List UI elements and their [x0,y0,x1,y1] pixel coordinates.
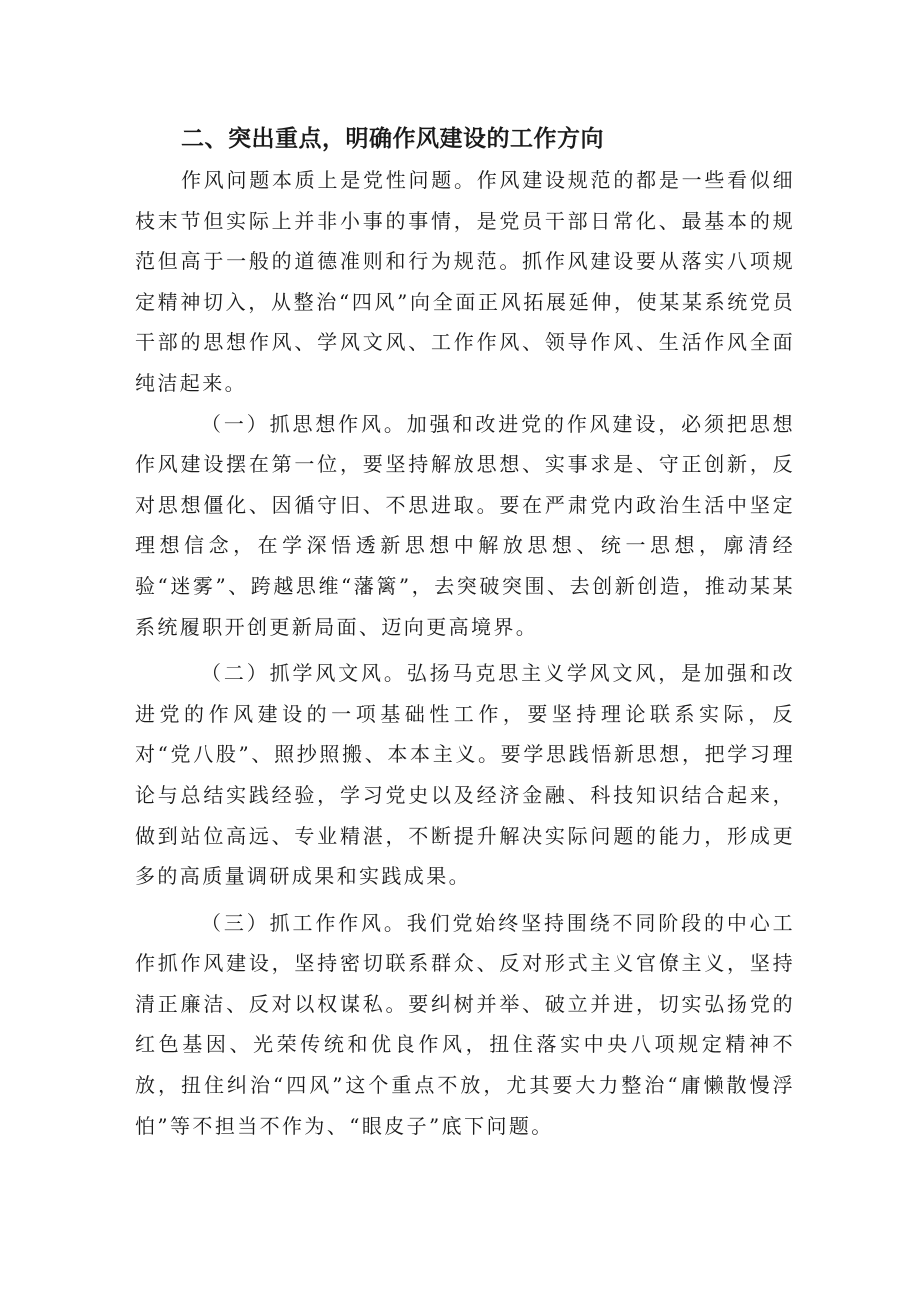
section-heading: 二、突出重点，明确作风建设的工作方向 [181,126,604,152]
study-style-paragraph: （二）抓学风文风。弘扬马克思主义学风文风，是加强和改进党的作风建设的一项基础性工作，要坚持理论联系实际，反对“党八股”、照抄照搬、本本主义。要学思践悟新思想，把学习理论与总结实践经验，学习党史以及经济金融、科技知识结合起来，做到站位高远、专业精湛，不断提升解决实际问题的能力，形成更多的高质量调研成果和实践成果。 [135,661,795,889]
intro-paragraph: 作风问题本质上是党性问题。作风建设规范的都是一些看似细枝末节但实际上并非小事的事情，是党员干部日常化、最基本的规范但高于一般的道德准则和行为规范。抓作风建设要从落实八项规定精神切入，从整治“四风”向全面正风拓展延伸，使某某系统党员干部的思想作风、学风文风、工作作风、领导作风、生活作风全面纯洁起来。 [135,168,795,395]
thought-style-paragraph: （一）抓思想作风。加强和改进党的作风建设，必须把思想作风建设摆在第一位，要坚持解放思想、实事求是、守正创新，反对思想僵化、因循守旧、不思进取。要在严肃党内政治生活中坚定理想信念，在学深悟透新思想中解放思想、统一思想，廓清经验“迷雾”、跨越思维“藩篱”，去突破突围、去创新创造，推动某某系统履职开创更新局面、迈向更高境界。 [135,411,795,639]
document-body [135,118,795,1146]
work-style-paragraph: （三）抓工作作风。我们党始终坚持围绕不同阶段的中心工作抓作风建设，坚持密切联系群众、反对形式主义官僚主义，坚持清正廉洁、反对以权谋私。要纠树并举、破立并进，切实弘扬党的红色基因、光荣传统和优良作风，扭住落实中央八项规定精神不放，扭住纠治“四风”这个重点不放，尤其要大力整治“庸懒散慢浮怕”等不担当不作为、“眼皮子”底下问题。 [135,910,795,1138]
